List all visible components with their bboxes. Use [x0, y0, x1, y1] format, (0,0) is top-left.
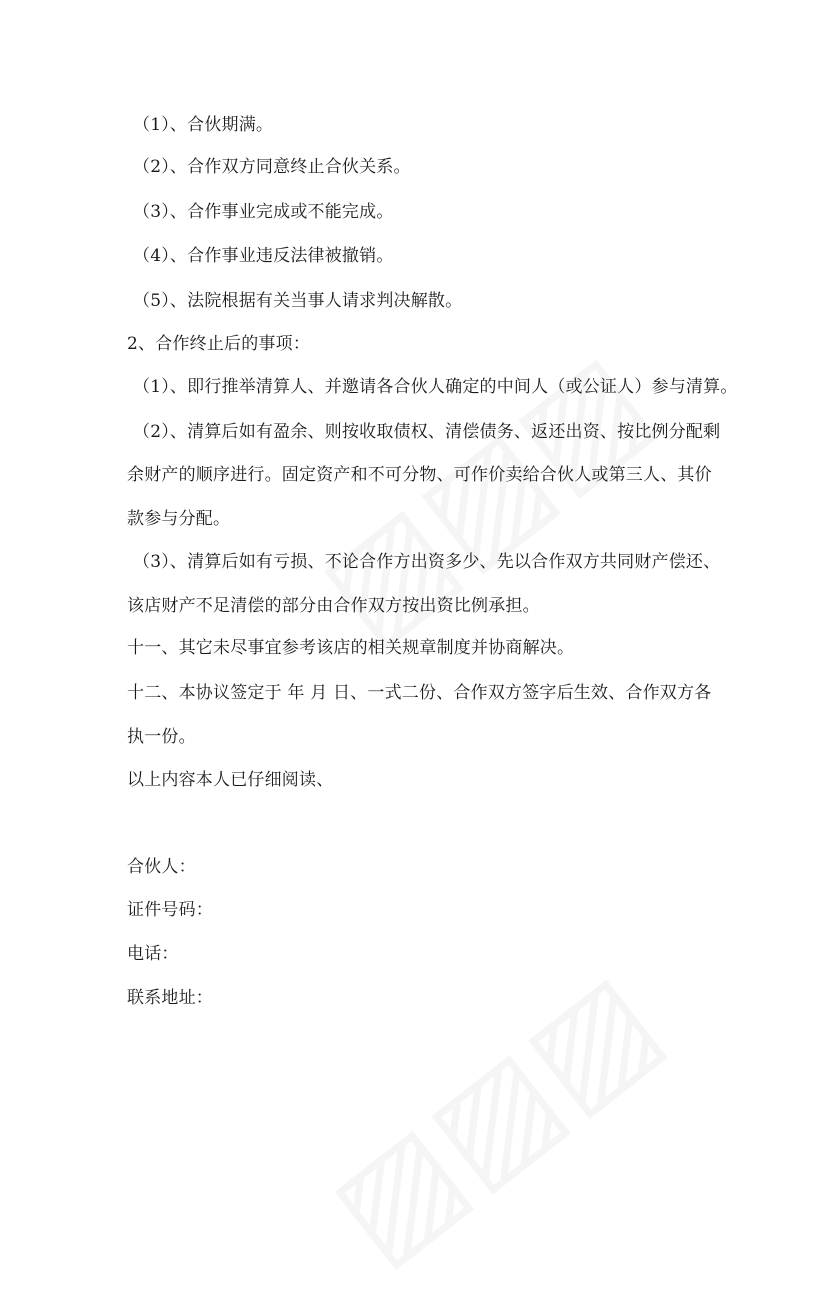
clause-line: 十一、其它未尽事宜参考该店的相关规章制度并协商解决。 — [127, 638, 575, 658]
id-number-label: 证件号码： — [127, 900, 213, 920]
clause-line: （1）、即行推举清算人、并邀请各合伙人确定的中间人（或公证人）参与清算。 — [133, 377, 738, 397]
clause-line: 以上内容本人已仔细阅读、 — [127, 770, 334, 790]
clause-line: 款参与分配。 — [127, 509, 231, 529]
clause-line: （5）、法院根据有关当事人请求判决解散。 — [133, 291, 463, 311]
clause-line: （1）、合伙期满。 — [133, 115, 274, 135]
section-heading: 2、合作终止后的事项： — [127, 334, 311, 354]
clause-line: （3）、清算后如有亏损、不论合作方出资多少、先以合作双方共同财产偿还、 — [133, 552, 721, 572]
clause-line: 执一份。 — [127, 727, 196, 747]
clause-line: （4）、合作事业违反法律被撤销。 — [133, 246, 394, 266]
address-label: 联系地址： — [127, 988, 213, 1008]
clause-line: （3）、合作事业完成或不能完成。 — [133, 202, 394, 222]
clause-line: 十二、本协议签定于 年 月 日、一式二份、合作双方签字后生效、合作双方各 — [127, 683, 712, 703]
clause-line: （2）、合作双方同意终止合伙关系。 — [133, 157, 411, 177]
clause-line: 余财产的顺序进行。固定资产和不可分物、可作价卖给合伙人或第三人、其价 — [127, 465, 712, 485]
partner-label: 合伙人： — [127, 857, 196, 877]
clause-line: （2）、清算后如有盈余、则按收取债权、清偿债务、返还出资、按比例分配剩 — [133, 422, 721, 442]
phone-label: 电话： — [127, 944, 179, 964]
clause-line: 该店财产不足清偿的部分由合作双方按出资比例承担。 — [127, 596, 540, 616]
watermark — [292, 323, 676, 670]
